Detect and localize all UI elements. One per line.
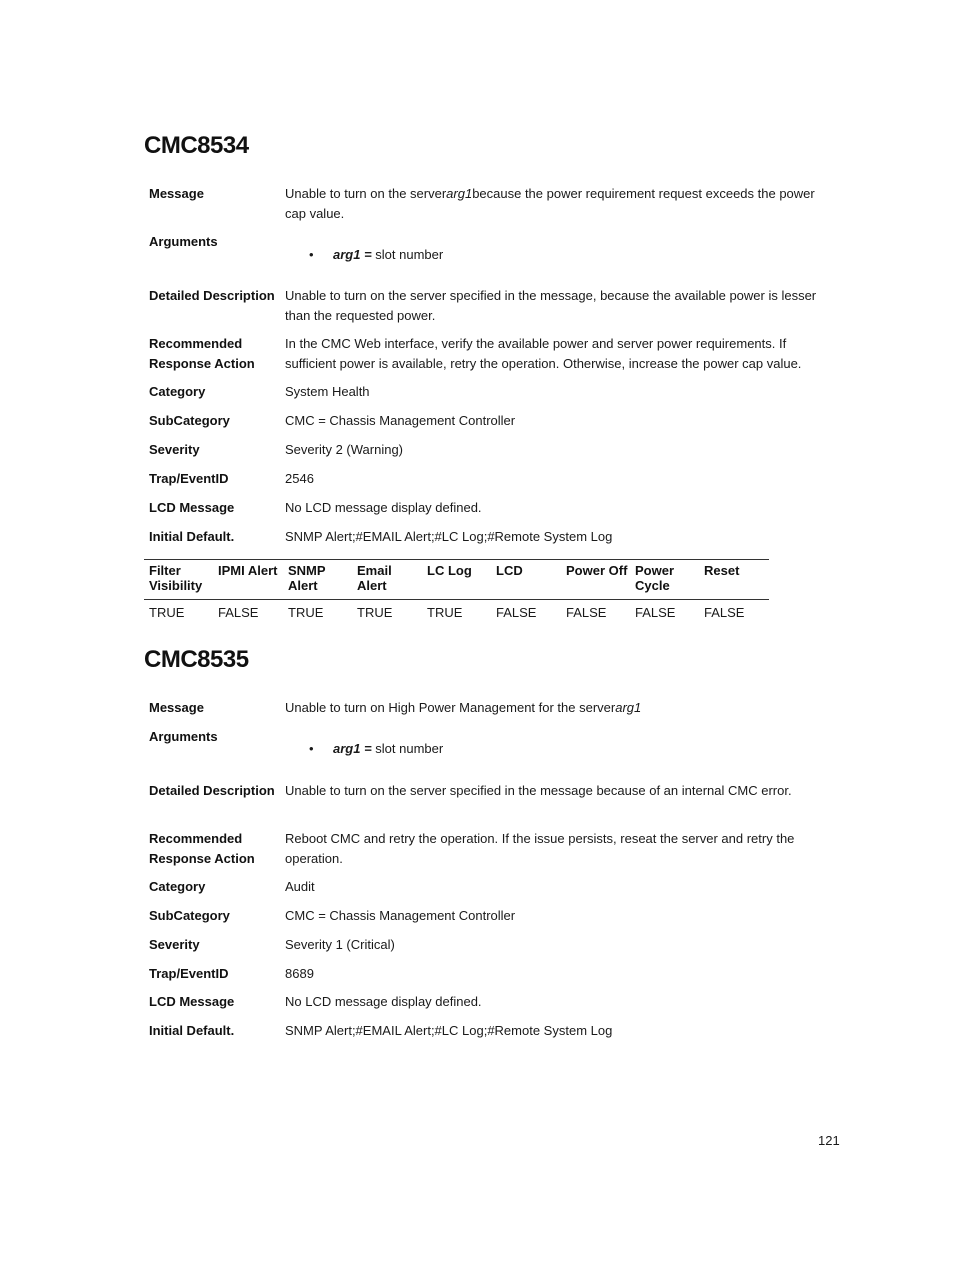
bullet-icon: •	[309, 247, 314, 262]
entry-code: CMC8535	[144, 646, 249, 673]
detailed-description-value: Unable to turn on the server specified in the message, because the available power is lesser than the requested power.	[285, 288, 817, 323]
recommended-response-action-value: In the CMC Web interface, verify the available power and server power requirements. If sufficient power is available, retry the operation. Otherwise, increase the power cap value.	[285, 336, 802, 371]
initial-default-value: SNMP Alert;#EMAIL Alert;#LC Log;#Remote System Log	[285, 529, 613, 544]
trap-event-id-label: Trap/EventID	[149, 966, 229, 981]
category-value: System Health	[285, 384, 370, 399]
table-value-cell: FALSE	[635, 605, 676, 620]
message-value	[285, 698, 825, 718]
message-variable: arg1	[446, 186, 473, 201]
message-text-start: Unable to turn on High Power Management for the server	[285, 700, 616, 715]
table-value-cell: TRUE	[427, 605, 463, 620]
severity-value: Severity 2 (Warning)	[285, 442, 403, 457]
table-header-cell: IPMI Alert	[218, 563, 278, 578]
recommended-response-action-label: Recommended Response Action	[149, 336, 255, 371]
category-label: Category	[149, 879, 206, 894]
initial-default-value: SNMP Alert;#EMAIL Alert;#LC Log;#Remote System Log	[285, 1023, 613, 1038]
table-value-cell: TRUE	[288, 605, 324, 620]
table-value-cell: FALSE	[496, 605, 537, 620]
table-header-cell: Power Cycle	[635, 563, 675, 593]
table-top-rule	[144, 559, 769, 560]
subcategory-label: SubCategory	[149, 413, 230, 428]
table-value-cell: TRUE	[149, 605, 185, 620]
subcategory-value: CMC = Chassis Management Controller	[285, 413, 516, 428]
arguments-label: Arguments	[149, 729, 218, 744]
table-header-cell: Reset	[704, 563, 740, 578]
message-label: Message	[149, 700, 204, 715]
severity-value: Severity 1 (Critical)	[285, 937, 395, 952]
argument-item	[333, 739, 443, 759]
severity-label: Severity	[149, 442, 200, 457]
subcategory-label: SubCategory	[149, 908, 230, 923]
table-value-cell: FALSE	[566, 605, 607, 620]
arguments-label: Arguments	[149, 234, 218, 249]
severity-label: Severity	[149, 937, 200, 952]
argument-name: arg1 =	[333, 741, 372, 756]
page-number: 121	[818, 1133, 840, 1148]
message-value	[285, 184, 825, 223]
argument-desc: slot number	[375, 741, 444, 756]
entry-code: CMC8534	[144, 132, 249, 159]
table-header-cell: Filter Visibility	[149, 563, 203, 593]
message-variable: arg1	[615, 700, 642, 715]
argument-name: arg1 =	[333, 247, 372, 262]
recommended-response-action-value: Reboot CMC and retry the operation. If the issue persists, reseat the server and retry the operation.	[285, 831, 795, 866]
table-value-cell: TRUE	[357, 605, 393, 620]
table-header-cell: SNMP Alert	[288, 563, 326, 593]
message-label: Message	[149, 186, 204, 201]
table-value-cell: FALSE	[704, 605, 745, 620]
table-header-cell: Email Alert	[357, 563, 392, 593]
trap-event-id-value: 8689	[285, 966, 314, 981]
lcd-message-label: LCD Message	[149, 994, 235, 1009]
trap-event-id-value: 2546	[285, 471, 314, 486]
detailed-description-label: Detailed Description	[149, 288, 275, 303]
detailed-description-label: Detailed Description	[149, 783, 275, 798]
category-label: Category	[149, 384, 206, 399]
argument-desc: slot number	[375, 247, 444, 262]
recommended-response-action-label: Recommended Response Action	[149, 831, 255, 866]
detailed-description-value: Unable to turn on the server specified in the message because of an internal CMC error.	[285, 783, 792, 798]
table-value-cell: FALSE	[218, 605, 259, 620]
initial-default-label: Initial Default.	[149, 1023, 235, 1038]
table-header-cell: LCD	[496, 563, 523, 578]
table-header-rule	[144, 599, 769, 600]
table-header-cell: Power Off	[566, 563, 628, 578]
bullet-icon: •	[309, 741, 314, 756]
message-text-end: because the power requirement request exceeds the power cap value.	[285, 186, 815, 221]
category-value: Audit	[285, 879, 315, 894]
initial-default-label: Initial Default.	[149, 529, 235, 544]
lcd-message-value: No LCD message display defined.	[285, 500, 482, 515]
trap-event-id-label: Trap/EventID	[149, 471, 229, 486]
lcd-message-value: No LCD message display defined.	[285, 994, 482, 1009]
lcd-message-label: LCD Message	[149, 500, 235, 515]
subcategory-value: CMC = Chassis Management Controller	[285, 908, 516, 923]
message-text-start: Unable to turn on the server	[285, 186, 447, 201]
table-header-cell: LC Log	[427, 563, 472, 578]
argument-item	[333, 245, 443, 265]
